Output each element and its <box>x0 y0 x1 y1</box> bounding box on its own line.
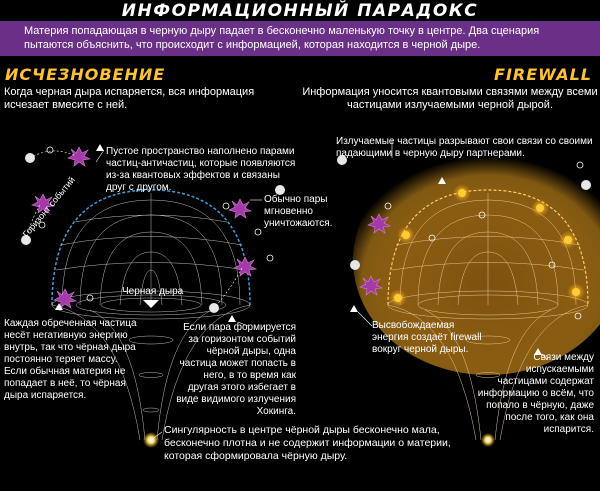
hawking-radiation-note: Если пара формируется за горизонтом событий чёрной дыры, одна частица может попасть в него, в то время как другая этого избегает в виде видимого излучения Хокинга. <box>176 322 296 417</box>
released-energy-note: Высвобождаемая энергия создаёт firewall вокруг черной дыры. <box>372 320 482 355</box>
triangle-marker-icon <box>350 305 358 312</box>
triangle-marker-icon <box>228 315 236 322</box>
right-lead-text: Информация уносится квантовыми связями между всеми частицами излучаемыми черной дырой. <box>302 86 598 111</box>
triangle-marker-icon <box>96 144 104 151</box>
star-burst-icon <box>229 199 251 218</box>
left-lead-text: Когда черная дыра испаряется, вся информация исчезает вмесите с ней. <box>4 86 255 111</box>
singularity-note: Сингулярность в центре чёрной дыры бесконечно мала, бесконечно плотна и не содержит информации о материи, которая сформировала чёрную дыру. <box>164 424 451 462</box>
page-title: ИНФОРМАЦИОННЫЙ ПАРАДОКС <box>121 1 479 21</box>
intro-text: Материя попадающая в черную дыру падает в бесконечно маленькую точку в центре. Два сценария пытаются объяснить, что происходит с информацией, которая находится в черной дыре. <box>24 25 540 51</box>
annihilate-note: Обычно пары мгновенно уничтожаются. <box>264 194 333 229</box>
left-heading: ИСЧЕЗНОВЕНИЕ <box>5 65 166 84</box>
links-info-note: Связи между испускаемыми частицами содержат информацию о всём, что попало в чёрную, даже после того, как она испарится. <box>477 352 594 435</box>
star-burst-icon <box>54 289 76 308</box>
star-burst-icon <box>234 257 256 276</box>
bh-marker-icon <box>143 300 159 308</box>
horizon-label: Горизонт событий <box>20 174 77 240</box>
break-links-note: Излучаемые частицы разрывают свои связи со своими падающими в черную дыру партнерами. <box>336 136 593 159</box>
pairs-note: Пустое пространство наполнено парами частиц-античастиц, которые появляются из-за квантовых эффектов и связаны друг с другом. <box>106 146 296 193</box>
negative-energy-note: Каждая обреченная частица несёт негативную энергию внутрь, так что чёрная дыра постоянно теряет массу. Если обычная материя не попадает в неё, то чёрная дыра испаряется. <box>4 318 137 401</box>
bh-label: Черная дыра <box>122 286 184 297</box>
right-heading: FIREWALL <box>494 65 592 84</box>
